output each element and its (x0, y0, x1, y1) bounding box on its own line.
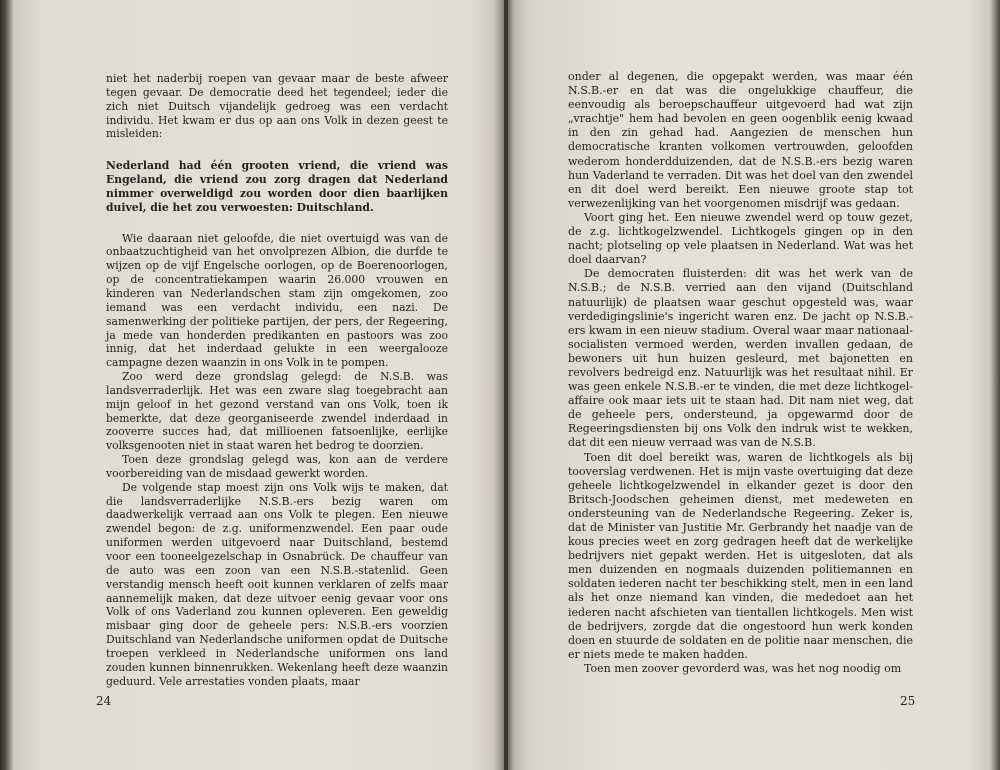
paragraph: De democraten fluisterden: dit was het werk van de N.S.B.; de N.S.B. verried aan den vijand (Duitschland natuurlijk) de plaatsen waar geschut opgesteld was, waar verdedigingslinie's ingericht waren enz. De jacht op N.S.B.-ers kwam in een nieuw stadium. Overal waar maar nationaal-socialisten vermoed werden, werden invallen gedaan, de bewoners uit hun huizen gesleurd, met bajonetten en revolvers bedreigd enz. Natuurlijk was het resultaat nihil. Er was geen enkele N.S.B.-er te vinden, die met deze lichtkogel-affaire ook maar iets uit te staan had. Dit nam niet weg, dat de geheele pers, ondersteund, ja opgewarmd door de Regeeringsdiensten bij ons Volk den indruk wist te wekken, dat dit een nieuw verraad was van de N.S.B. (568, 267, 913, 450)
paragraph: Wie daaraan niet geloofde, die niet overtuigd was van de onbaatzuchtigheid van het onvolprezen Albion, die durfde te wijzen op de vijf Engelsche oorlogen, op de Boerenoorlogen, op de concentratiekampen waarin 26.000 vrouwen en kinderen van Nederlandschen stam zijn omgekomen, zoo iemand was een verdacht individu, een nazi. De samenwerking der politieke partijen, der pers, der Regeering, ja mede van honderden predikanten en pastoors was zoo innig, dat het inderdaad gelukte in een weergalooze campagne dezen waanzin in ons Volk in te pompen. (106, 231, 448, 370)
left-page-text (106, 72, 448, 688)
paragraph: Zoo werd deze grondslag gelegd: de N.S.B. was landsverraderlijk. Het was een zware slag toegebracht aan mijn geloof in het gezond verstand van ons Volk, toen ik bemerkte, dat deze georganiseerde zwendel inderdaad in zooverre succes had, dat millioenen fatsoenlijke, eerlijke volksgenooten niet in staat waren het bedrog te doorzien. (106, 370, 448, 453)
page-number: 25 (900, 694, 916, 708)
page-number: 24 (96, 694, 112, 708)
right-page-text (568, 70, 913, 676)
paragraph: De volgende stap moest zijn ons Volk wijs te maken, dat die landsverraderlijke N.S.B.-ers bezig waren om daadwerkelijk verraad aan ons Volk te plegen. Een nieuwe zwendel begon: de z.g. uniformenzwendel. Een paar oude uniformen werden uitgevoerd naar Duitschland, bestemd voor een tooneelgezelschap in Osnabrück. De chauffeur van de auto was een zoon van een N.S.B.-statenlid. Geen verstandig mensch heeft ooit kunnen verklaren of zelfs maar aannemelijk maken, dat deze uitvoer eenig gevaar voor ons Volk of ons Vaderland zou kunnen opleveren. Een geweldig misbaar ging door de geheele pers: N.S.B.-ers voorzien Duitschland van Nederlandsche uniformen opdat de Duitsche troepen verkleed in Nederlandsche uniformen ons land zouden kunnen binnenrukken. Wekenlang heeft deze waanzin geduurd. Vele arrestaties vonden plaats, maar (106, 480, 448, 688)
right-page (508, 0, 1000, 770)
paragraph: niet het naderbij roepen van gevaar maar de beste afweer tegen gevaar. De democratie deed het tegendeel; ieder die zich niet Duitsch vijandelijk gedroeg was een verdacht individu. Het kwam er dus op aan ons Volk in dezen geest te misleiden: (106, 72, 448, 141)
paragraph: onder al degenen, die opgepakt werden, was maar één N.S.B.-er en dat was die ongelukkige chauffeur, die eenvoudig als beroepschauffeur uitgevoerd had wat zijn „vrachtje" hem had bevolen en geen oogenblik eenig kwaad in den zin gehad had. Aangezien de menschen hun democratische kranten volkomen vertrouwden, geloofden wederom honderdduizenden, dat de N.S.B.-ers bezig waren hun Vaderland te verraden. Dit was het doel van den zwendel en dit doel werd bereikt. Een nieuwe groote stap tot verwezenlijking van het voorgenomen misdrijf was gedaan. (568, 70, 913, 210)
paragraph: Toen men zoover gevorderd was, was het nog noodig om (584, 661, 902, 675)
paragraph: Voort ging het. Een nieuwe zwendel werd op touw gezet, de z.g. lichtkogelzwendel. Lichtkogels gingen op in den nacht; plotseling op vele plaatsen in Nederland. Wat was het doel daarvan? (568, 210, 913, 267)
paragraph: Toen dit doel bereikt was, waren de lichtkogels als bij tooverslag verdwenen. Het is mijn vaste overtuiging dat deze geheele lichtkogelzwendel in elkander gezet is door den Britsch-Joodschen geheimen dienst, met medeweten en ondersteuning van de Nederlandsche Regeering. Zeker is, dat de Minister van Justitie Mr. Gerbrandy het naadje van de kous precies weet en zorg gedragen heeft dat de werkelijke bedrijvers niet gepakt werden. Het is uitgesloten, dat als men duizenden en nogmaals duizenden politiemannen en soldaten iederen nacht ter beschikking stelt, men in een land als het onze niemand kan vinden, die mededoet aan het iederen nacht afschieten van tientallen lichtkogels. Men wist de bedrijvers, zorgde dat die ongestoord hun werk konden doen en stuurde de soldaten en de politie naar menschen, die er niets mede te maken hadden. (568, 450, 913, 661)
bold-statement: Nederland had één grooten vriend, die vriend was Engeland, die vriend zou zorg dragen dat Nederland nimmer overweldigd zou worden door dien baarlijken duivel, die het zou verwoesten: Duitschland. (106, 159, 448, 214)
paragraph: Toen deze grondslag gelegd was, kon aan de verdere voorbereiding van de misdaad gewerkt worden. (106, 453, 448, 480)
